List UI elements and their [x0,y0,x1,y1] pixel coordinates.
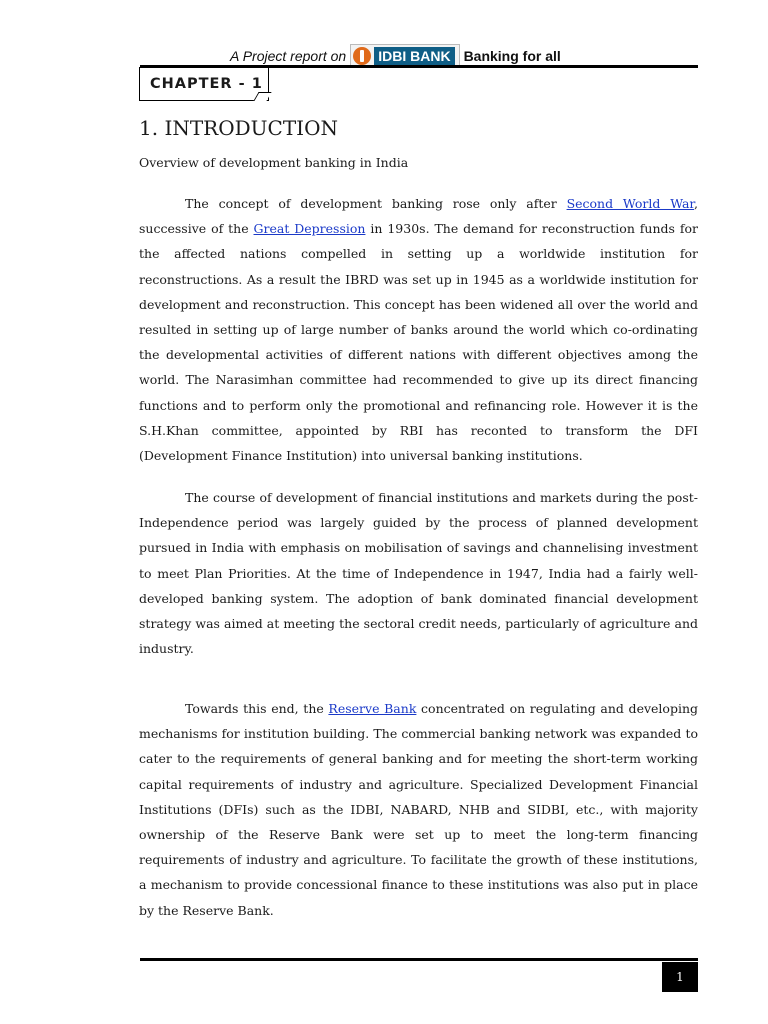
page-fold-icon [253,92,271,101]
logo-text: IDBI BANK [374,47,454,65]
chapter-label-box [139,67,269,101]
footer-divider [140,958,698,961]
paragraph-3 [139,696,698,923]
page-title: 1. INTRODUCTION [139,116,338,140]
page-header [140,40,698,64]
chapter-label: CHAPTER - 1 [150,76,263,92]
section-subtitle: Overview of development banking in India [139,155,409,170]
idbi-logo-icon [353,47,371,65]
link-great-depression[interactable]: Great Depression [253,221,366,237]
header-tagline: Banking for all [463,48,561,64]
paragraph-text: Towards this end, the [185,701,329,716]
paragraph-text: concentrated on regulating and developing mechanisms for institution building. The commercial banking network was expanded to cater to the requirements of general banking and for meeting the short-term working capital requirements of industry and agriculture. Specialized Development Financial Institutions (DFIs) such as the IDBI, NABARD, NHB and SIDBI, etc., with majority ownership of the Reserve Bank were set up to meet the long-term financing requirements of industry and agriculture. To facilitate the growth of these institutions, a mechanism to provide concessional finance to these institutions was also put in place by the Reserve Bank. [139,701,698,918]
header-intro: A Project report on [230,48,347,64]
paragraph-2: The course of development of financial institutions and markets during the post-Independence period was largely guided by the process of planned development pursued in India with emphasis on mobilisation of savings and channelising investment to meet Plan Priorities. At the time of Independence in 1947, India had a fairly well-developed banking system. The adoption of bank dominated financial development strategy was aimed at meeting the sectoral credit needs, particularly of agriculture and industry. [139,490,698,657]
paragraph-text: in 1930s. The demand for reconstruction funds for the affected nations compelled in setting up a worldwide institution for reconstructions. As a result the IBRD was set up in 1945 as a worldwide institution for development and reconstruction. This concept has been widened all over the world and resulted in setting up of large number of banks around the world which co-ordinating the developmental activities of different nations with different objectives among the world. The Narasimhan committee had recommended to give up its direct financing functions and to perform only the promotional and refinancing role. However it is the S.H.Khan committee, appointed by RBI has reconted to transform the DFI (Development Finance Institution) into universal banking institutions. [139,221,698,464]
paragraph-text: , successive of the [139,196,698,237]
link-reserve-bank[interactable]: Reserve Bank [328,701,417,716]
page-number: 1 [662,962,698,992]
paragraph-text: The concept of development banking rose only after [185,196,567,211]
link-second-world-war[interactable]: Second World War [566,196,695,211]
paragraph-1 [139,191,698,468]
